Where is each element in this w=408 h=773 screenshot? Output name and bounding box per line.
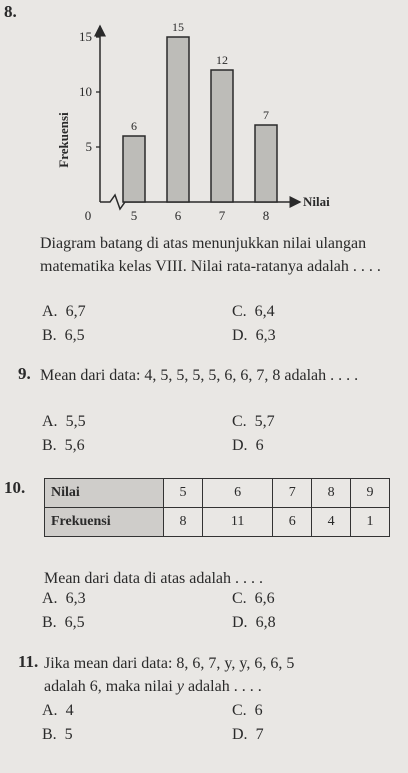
table-row-frekuensi bbox=[45, 508, 390, 537]
x-tick-label: 7 bbox=[218, 208, 226, 223]
table-cell: 8 bbox=[312, 479, 351, 508]
q10-option-c[interactable]: C. 6,6 bbox=[232, 590, 275, 607]
q8-option-a[interactable]: A. 6,7 bbox=[42, 303, 86, 320]
table-header-frekuensi: Frekuensi bbox=[45, 508, 164, 537]
q11-option-c[interactable]: C. 6 bbox=[232, 702, 263, 719]
q9-option-d[interactable]: D. 6 bbox=[232, 437, 264, 454]
table-cell: 7 bbox=[273, 479, 312, 508]
bar-8 bbox=[255, 125, 277, 202]
table-cell: 11 bbox=[202, 508, 272, 537]
bar-chart bbox=[50, 22, 370, 230]
y-tick-label: 5 bbox=[85, 139, 92, 154]
question-11-text-line2: adalah 6, maka nilai y adalah . . . . bbox=[44, 678, 262, 695]
question-11-text-line1: Jika mean dari data: 8, 6, 7, y, y, 6, 6, 5 bbox=[44, 655, 295, 672]
table-cell: 6 bbox=[202, 479, 272, 508]
data-label: 6 bbox=[131, 119, 137, 133]
question-8-number: 8. bbox=[4, 2, 17, 21]
q8-option-d[interactable]: D. 6,3 bbox=[232, 327, 276, 344]
question-9-number: 9. bbox=[18, 364, 31, 383]
q11-option-b[interactable]: B. 5 bbox=[42, 726, 73, 743]
y-tick-label: 10 bbox=[79, 84, 92, 99]
q10-option-d[interactable]: D. 6,8 bbox=[232, 614, 276, 631]
table-header-nilai: Nilai bbox=[45, 479, 164, 508]
data-label: 12 bbox=[216, 53, 228, 67]
q8-option-b[interactable]: B. 6,5 bbox=[42, 327, 85, 344]
x-tick-label: 5 bbox=[130, 208, 138, 223]
y-axis-label: Frekuensi bbox=[56, 112, 71, 168]
bar-5 bbox=[123, 136, 145, 202]
bar-6 bbox=[167, 37, 189, 202]
y-tick-label: 15 bbox=[79, 29, 92, 44]
table-cell: 4 bbox=[312, 508, 351, 537]
table-cell: 1 bbox=[351, 508, 390, 537]
question-8-text: Diagram batang di atas menunjukkan nilai ulangan matematika kelas VIII. Nilai rata-ratanya adalah . . . . bbox=[40, 235, 381, 275]
table-cell: 9 bbox=[351, 479, 390, 508]
x-tick-label: 8 bbox=[262, 208, 270, 223]
x-axis-label: Nilai bbox=[303, 194, 330, 209]
question-9-text: Mean dari data: 4, 5, 5, 5, 5, 6, 6, 7, 8 adalah . . . . bbox=[40, 367, 359, 384]
q9-option-a[interactable]: A. 5,5 bbox=[42, 413, 86, 430]
x-origin-label: 0 bbox=[84, 208, 92, 223]
q10-option-a[interactable]: A. 6,3 bbox=[42, 590, 86, 607]
q11-option-a[interactable]: A. 4 bbox=[42, 702, 74, 719]
bar-7 bbox=[211, 70, 233, 202]
table-cell: 8 bbox=[164, 508, 203, 537]
q9-option-b[interactable]: B. 5,6 bbox=[42, 437, 85, 454]
data-label: 7 bbox=[263, 108, 269, 122]
question-11-number: 11. bbox=[18, 652, 39, 671]
q10-option-b[interactable]: B. 6,5 bbox=[42, 614, 85, 631]
x-tick-label: 6 bbox=[174, 208, 182, 223]
q8-option-c[interactable]: C. 6,4 bbox=[232, 303, 275, 320]
question-10-text: Mean dari data di atas adalah . . . . bbox=[44, 570, 264, 587]
frequency-table bbox=[44, 478, 390, 537]
table-cell: 5 bbox=[164, 479, 203, 508]
table-row-nilai bbox=[45, 479, 390, 508]
question-10-number: 10. bbox=[4, 478, 26, 497]
data-label: 15 bbox=[172, 22, 184, 34]
q9-option-c[interactable]: C. 5,7 bbox=[232, 413, 275, 430]
q11-option-d[interactable]: D. 7 bbox=[232, 726, 264, 743]
table-cell: 6 bbox=[273, 508, 312, 537]
